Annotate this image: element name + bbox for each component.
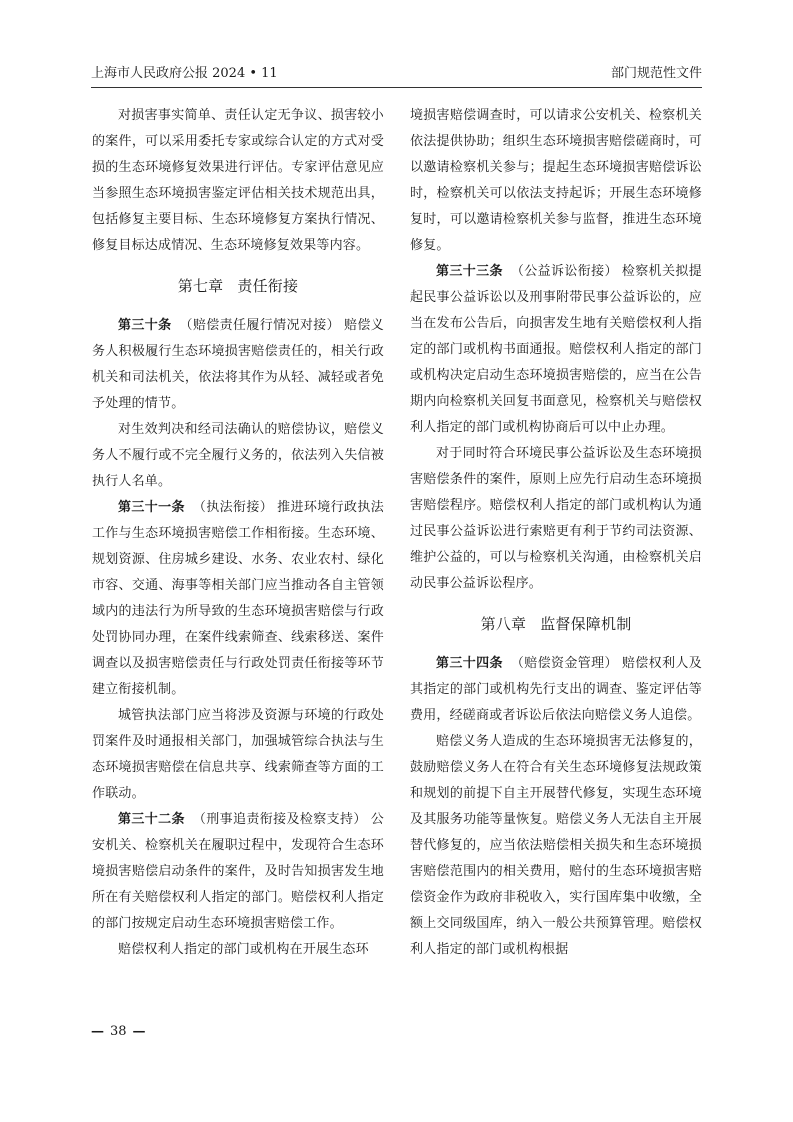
header-publication-title: 上海市人民政府公报 2024 • 11	[91, 66, 278, 81]
article-subject: （赔偿责任履行情况对接）	[179, 318, 341, 333]
article-label: 第三十三条	[436, 264, 503, 279]
paragraph-expert-assessment: 对损害事实简单、责任认定无争议、损害较小的案件，可以采用委托专家或综合认定的方式对受损的生态环境修复效果进行评估。专家评估意见应当参照生态环境损害鉴定评估相关技术规范出具，包括修复主要目标、生态环境修复方案执行情况、修复目标达成情况、生态环境修复效果等内容。	[92, 108, 384, 253]
article-subject: （赔偿资金管理）	[510, 656, 618, 671]
left-column	[92, 103, 384, 963]
right-column	[410, 103, 702, 963]
footer-dash-left: —	[91, 1024, 104, 1039]
chapter-title: 责任衔接	[237, 277, 299, 295]
article-label: 第三十四条	[436, 656, 503, 671]
page-number: 38	[110, 1024, 127, 1039]
article-subject: （公益诉讼衔接）	[510, 264, 618, 279]
paragraph-investigation-continued: 境损害赔偿调查时，可以请求公安机关、检察机关依法提供协助；组织生态环境损害赔偿磋商时，可以邀请检察机关参与；提起生态环境损害赔偿诉讼时，检察机关可以依法支持起诉；开展生态环境修复时，可以邀请检察机关参与监督，推进生态环境修复。	[410, 108, 702, 253]
paragraph-urban-enforcement: 城管执法部门应当将涉及资源与环境的行政处罚案件及时通报相关部门，加强城管综合执法与生态环境损害赔偿在信息共享、线索筛查等方面的工作联动。	[92, 708, 384, 801]
paragraph-investigation-start: 赔偿权利人指定的部门或机构在开展生态环	[118, 942, 369, 957]
chapter-number: 第七章	[177, 277, 224, 295]
article-30	[92, 313, 384, 417]
paragraph-public-interest-litigation: 对于同时符合环境民事公益诉讼及生态环境损害赔偿条件的案件，原则上应先行启动生态环境损害赔偿程序。赔偿权利人指定的部门或机构认为通过民事公益诉讼进行索赔更有利于节约司法资源、维护公益的，可以与检察机关沟通，由检察机关启动民事公益诉讼程序。	[410, 446, 702, 591]
paragraph-replacement-restoration: 赔偿义务人造成的生态环境损害无法修复的，鼓励赔偿义务人在符合有关生态环境修复法规政策和规划的前提下自主开展替代修复，实现生态环境及其服务功能等量恢复。赔偿义务人无法自主开展替代修复的，应当依法赔偿相关损失和生态环境损害赔偿范围内的相关费用，赔付的生态环境损害赔偿资金作为政府非税收入，实行国库集中收缴，全额上交同级国库，纳入一般公共预算管理。赔偿权利人指定的部门或机构根据	[410, 734, 702, 957]
chapter-8-heading	[410, 597, 702, 651]
header-divider	[91, 87, 702, 88]
article-31	[92, 495, 384, 703]
article-32	[92, 807, 384, 937]
header-section-title: 部门规范性文件	[610, 66, 702, 81]
chapter-7-heading	[92, 259, 384, 313]
article-label: 第三十条	[118, 318, 172, 333]
chapter-number: 第八章	[480, 615, 527, 633]
article-text: 赔偿权利人及其指定的部门或机构先行支出的调查、鉴定评估等费用，经磋商或者诉讼后依法向赔偿义务人追偿。	[410, 656, 702, 723]
article-text: 公安机关、检察机关在履职过程中，发现符合生态环境损害赔偿启动条件的案件，及时告知损害发生地所在有关赔偿权利人指定的部门。赔偿权利人指定的部门按规定启动生态环境损害赔偿工作。	[92, 812, 384, 931]
chapter-title: 监督保障机制	[540, 615, 632, 633]
article-34	[410, 651, 702, 729]
article-subject: （执法衔接）	[192, 500, 274, 515]
article-text: 推进环境行政执法工作与生态环境损害赔偿工作相衔接。生态环境、规划资源、住房城乡建设、水务、农业农村、绿化市容、交通、海事等相关部门应当推动各自主管领域内的违法行为所导致的生态环境损害赔偿与行政处罚协同办理，在案件线索筛查、线索移送、案件调查以及损害赔偿责任与行政处罚责任衔接等环节建立衔接机制。	[92, 500, 384, 697]
page-footer	[91, 1024, 146, 1040]
paragraph-dishonest-list: 对生效判决和经司法确认的赔偿协议，赔偿义务人不履行或不完全履行义务的，依法列入失信被执行人名单。	[92, 422, 384, 489]
article-subject: （刑事追责衔接及检察支持）	[192, 812, 367, 827]
footer-dash-right: —	[132, 1024, 146, 1039]
article-label: 第三十二条	[118, 812, 185, 827]
article-text: 检察机关拟提起民事公益诉讼以及刑事附带民事公益诉讼的，应当在发布公告后，向损害发生地有关赔偿权利人指定的部门或机构书面通报。赔偿权利人指定的部门或机构决定启动生态环境损害赔偿的，应当在公告期内向检察机关回复书面意见，检察机关与赔偿权利人指定的部门或机构协商后可以中止办理。	[410, 264, 702, 435]
article-label: 第三十一条	[118, 500, 185, 515]
article-text: 赔偿义务人积极履行生态环境损害赔偿责任的，相关行政机关和司法机关，依法将其作为从轻、减轻或者免予处理的情节。	[92, 318, 384, 411]
article-33	[410, 259, 702, 441]
